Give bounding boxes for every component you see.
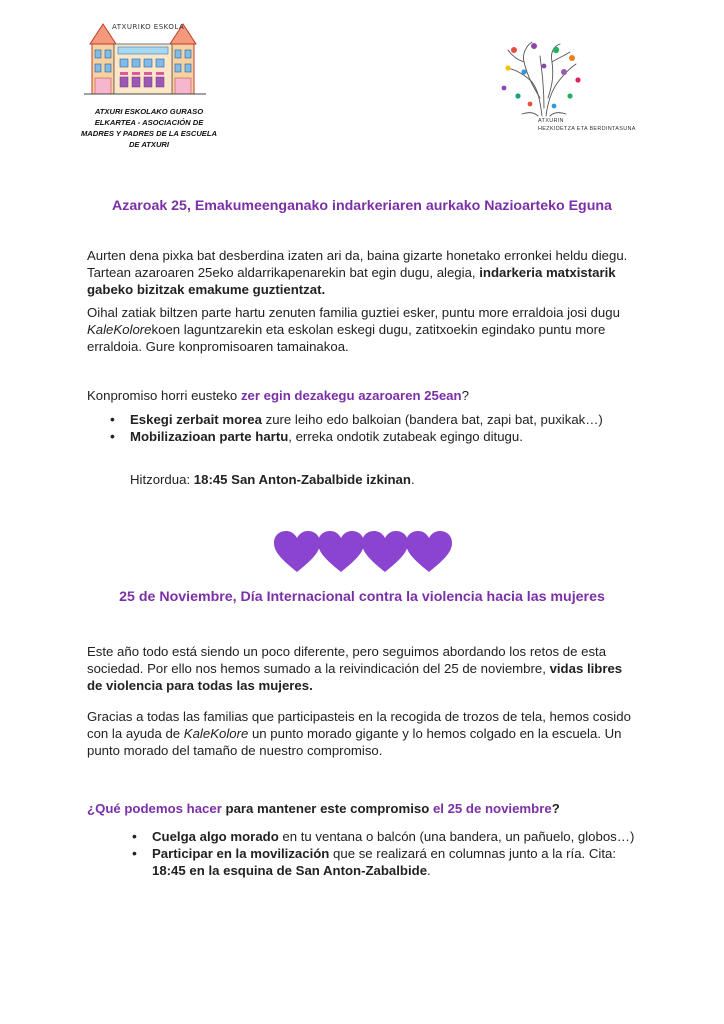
list-item-text: en tu ventana o balcón (una bandera, un pañuelo, globos…) xyxy=(278,829,635,844)
tree-icon xyxy=(494,38,594,118)
association-caption xyxy=(74,106,224,150)
emphasis-text: indarkeria matxistarik gabeko bizitzak emakume guztientzat. xyxy=(87,265,616,297)
hearts-row xyxy=(272,530,454,574)
spanish-intro-paragraph xyxy=(87,643,635,694)
tree-caption-subtitle: HEZKIDETZA ETA BERDINTASUNA xyxy=(538,126,636,132)
text-span: Konpromiso horri eusteko xyxy=(87,388,241,403)
text-span: Este año todo está siendo un poco diferente, pero seguimos abordando los retos de esta sociedad. Por ello nos hemos sumado a la reivindicación del 25 de noviembre, xyxy=(87,644,607,676)
basque-title: Azaroak 25, Emakumeenganako indarkeriaren aurkako Nazioarteko Eguna xyxy=(112,198,612,214)
coeducation-tree-logo xyxy=(494,38,634,150)
spanish-action-list xyxy=(130,828,640,879)
spanish-title: 25 de Noviembre, Día Internacional contra la violencia hacia las mujeres xyxy=(119,589,605,605)
meeting-time-place: 18:45 en la esquina de San Anton-Zabalbide xyxy=(152,863,428,878)
basque-meeting-point xyxy=(130,471,610,488)
text-span: ? xyxy=(551,801,560,816)
basque-fabric-paragraph xyxy=(87,304,635,355)
list-item-lead: Mobilizazioan parte hartu xyxy=(130,429,289,444)
tree-caption-name: ATXURIN xyxy=(538,118,564,124)
list-item-text: que se realizará en columnas junto a la ría. Cita: xyxy=(329,846,616,861)
kalekolore-name: KaleKolore xyxy=(87,322,152,337)
text-span: para mantener este compromiso xyxy=(221,801,433,816)
text-span: . xyxy=(410,472,415,487)
text-span: un punto morado gigante y lo hemos colgado en la escuela. Un punto morado del tamaño de nuestro compromiso. xyxy=(87,726,622,758)
heart-icon xyxy=(274,531,320,572)
caption-line: MADRES Y PADRES DE LA ESCUELA xyxy=(80,129,217,138)
list-item-lead: Participar en la movilización xyxy=(152,846,330,861)
heart-icon xyxy=(318,531,364,572)
basque-intro-paragraph xyxy=(87,247,635,298)
school-logo-title: ATXURIKO ESKOLA xyxy=(112,23,185,31)
basque-action-list xyxy=(108,411,608,445)
spanish-fabric-paragraph xyxy=(87,708,635,759)
basque-question xyxy=(87,387,635,404)
caption-line: ATXURI ESKOLAKO GURASO xyxy=(94,107,204,116)
text-span: Hitzordua: xyxy=(130,472,194,487)
question-highlight: zer egin dezakegu azaroaren 25ean xyxy=(240,388,462,403)
list-item xyxy=(130,828,640,845)
list-item-text: zure leiho edo balkoian (bandera bat, zapi bat, puxikak…) xyxy=(261,412,603,427)
list-item-text: , erreka ondotik zutabeak egingo ditugu. xyxy=(288,429,523,444)
meeting-time-place: 18:45 San Anton-Zabalbide izkinan xyxy=(193,472,411,487)
text-span: koen laguntzarekin eta eskolan eskegi dugu, zatitxoekin egindako puntu more erraldoia. Gure konpromisoaren tamainakoa. xyxy=(87,322,606,354)
text-span: Gracias a todas las familias que participasteis en la recogida de trozos de tela, hemos cosido con la ayuda de xyxy=(87,709,631,741)
heart-icon xyxy=(362,531,408,572)
question-date: el 25 de noviembre xyxy=(432,801,552,816)
spanish-question xyxy=(87,800,647,817)
emphasis-text: vidas libres de violencia para todas las mujeres. xyxy=(87,661,623,693)
text-span: ¿ xyxy=(87,801,96,816)
heart-icon xyxy=(406,531,452,572)
text-span: Oihal zatiak biltzen parte hartu zenuten familia guztiei esker, puntu more erraldoia josi dugu xyxy=(87,305,620,320)
list-item-text: . xyxy=(427,863,431,878)
caption-line: DE ATXURI xyxy=(128,140,170,149)
purple-hearts xyxy=(272,530,454,574)
text-span: ? xyxy=(461,388,469,403)
school-logo xyxy=(74,14,224,154)
text-span: Aurten dena pixka bat desberdina izaten ari da, baina gizarte honetako erronkei heldu diegu. Tartean azaroaren 25eko aldarrikapenarekin bat egin dugu, alegia, xyxy=(87,248,628,280)
list-item-lead: Eskegi zerbait morea xyxy=(130,412,262,427)
list-item xyxy=(108,428,608,445)
kalekolore-name: KaleKolore xyxy=(183,726,249,741)
list-item xyxy=(108,411,608,428)
question-highlight: Qué podemos hacer xyxy=(95,801,222,816)
list-item-lead: Cuelga algo morado xyxy=(152,829,279,844)
list-item xyxy=(130,845,640,879)
caption-line: ELKARTEA - ASOCIACIÓN DE xyxy=(94,118,204,127)
